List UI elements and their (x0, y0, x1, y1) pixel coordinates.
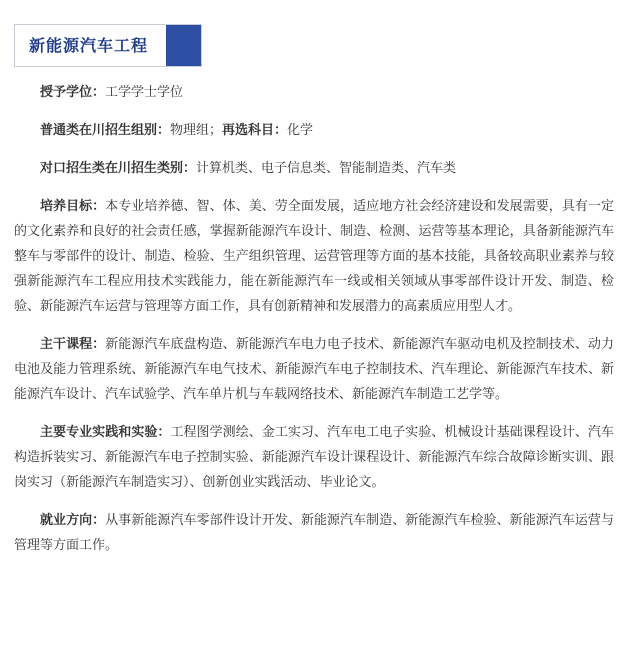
degree-field (14, 80, 614, 105)
section-title: 新能源汽车工程 (29, 36, 149, 55)
reselect-subject-label: 再选科目： (222, 123, 288, 138)
career-label: 就业方向： (40, 513, 106, 528)
career-value: 从事新能源汽车零部件设计开发、新能源汽车制造、新能源汽车检验、新能源汽车运营与管理等方面工作。 (14, 513, 614, 553)
core-courses-field (14, 332, 614, 407)
practice-field (14, 420, 614, 495)
practice-label: 主要专业实践和实验： (40, 425, 171, 440)
degree-label: 授予学位： (40, 85, 106, 100)
subject-group-field (14, 118, 614, 143)
section-header (14, 24, 202, 67)
training-goal-label: 培养目标： (40, 199, 106, 214)
header-accent-block (166, 25, 201, 66)
vocational-category-label: 对口招生类在川招生类别： (40, 161, 197, 176)
reselect-subject-value: 化学 (287, 123, 314, 138)
vocational-category-value: 计算机类、电子信息类、智能制造类、汽车类 (196, 161, 457, 176)
career-field (14, 508, 614, 558)
major-info (14, 80, 614, 571)
vocational-category-field (14, 156, 614, 181)
practice-value: 工程图学测绘、金工实习、汽车电工电子实验、机械设计基础课程设计、汽车构造拆装实习、新能源汽车电子控制实验、新能源汽车设计课程设计、新能源汽车综合故障诊断实训、跟岗实习（新能源汽车制造实习）、创新创业实践活动、毕业论文。 (14, 425, 614, 490)
subject-group-value: 物理组； (170, 123, 223, 138)
core-courses-label: 主干课程： (40, 337, 106, 352)
training-goal-field (14, 194, 614, 319)
core-courses-value: 新能源汽车底盘构造、新能源汽车电力电子技术、新能源汽车驱动电机及控制技术、动力电池及能力管理系统、新能源汽车电气技术、新能源汽车电子控制技术、汽车理论、新能源汽车技术、新能源汽车设计、汽车试验学、汽车单片机与车载网络技术、新能源汽车制造工艺学等。 (14, 337, 614, 402)
degree-value: 工学学士学位 (105, 85, 184, 100)
training-goal-value: 本专业培养德、智、体、美、劳全面发展，适应地方社会经济建设和发展需要，具有一定的文化素养和良好的社会责任感，掌握新能源汽车设计、制造、检测、运营等基本理论，具备新能源汽车整车与零部件的设计、制造、检验、生产组织管理、运营管理等方面的基本技能，具备较高职业素养与较强新能源汽车工程应用技术实践能力，能在新能源汽车一线或相关领域从事零部件设计开发、制造、检验、新能源汽车运营与管理等方面工作，具有创新精神和发展潜力的高素质应用型人才。 (14, 199, 614, 314)
subject-group-label: 普通类在川招生组别： (40, 123, 171, 138)
